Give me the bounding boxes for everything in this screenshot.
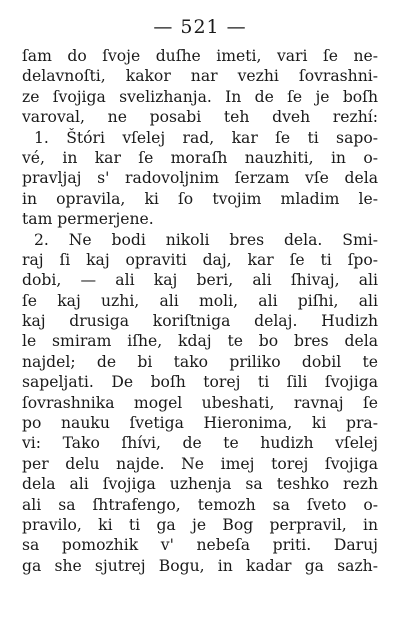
text-line: ſam do ſvoje duſhe imeti, vari ſe ne-: [22, 47, 378, 65]
text-line: vé, in kar ſe moraſh nauzhiti, in o-: [22, 148, 378, 167]
text-line: sa pomozhik v' nebeſa priti. Daruj: [22, 536, 378, 555]
list-item-2-line: 2. Ne bodi nikoli bres dela. Smi-: [34, 230, 378, 249]
text-line: po nauku ſvetiga Hieronima, ki pra-: [22, 414, 378, 433]
text-line: dela ali ſvojiga uzhenja sa teshko rezh: [22, 475, 378, 494]
text-line: ſovrashnika mogel ubeshati, ravnaj ſe: [22, 393, 378, 412]
text-line: ze ſvojiga svelizhanja. In de ſe je boſh: [22, 87, 378, 106]
text-line: kaj drusiga koriſtniga delaj. Hudizh: [22, 312, 378, 331]
text-line: najdel; de bi tako priliko dobil te: [22, 352, 378, 371]
text-line: sapeljati. De boſh torej ti ſili ſvojiga: [22, 373, 378, 392]
text-line: ga she sjutrej Bogu, in kadar ga sazh-: [22, 556, 378, 575]
text-line: ſe kaj uzhi, ali moli, ali piſhi, ali: [22, 291, 378, 310]
list-item-1-line: 1. Štóri vſelej rad, kar ſe ti sapo-: [34, 128, 378, 147]
text-line: varoval, ne posabi teh dveh rezhí:: [22, 108, 378, 127]
text-line: in opravila, ki ſo tvojim mladim le-: [22, 189, 378, 208]
text-line: pravilo, ki ti ga je Bog perpravil, in: [22, 515, 378, 534]
text-line: ali sa ſhtrafengo, temozh sa ſveto o-: [22, 495, 378, 514]
text-line: vi: Tako ſhívi, de te hudizh vſelej: [22, 434, 378, 453]
text-line: raj ſi kaj opraviti daj, kar ſe ti ſpo-: [22, 250, 378, 269]
body-text: [22, 46, 378, 576]
text-line: delavnoſti, kakor nar vezhi ſovrashni-: [22, 67, 378, 86]
text-line: per delu najde. Ne imej torej ſvojiga: [22, 454, 378, 473]
text-line: dobi, — ali kaj beri, ali ſhivaj, ali: [22, 271, 378, 290]
text-line: tam permerjene.: [22, 210, 154, 229]
page-number: — 521 —: [153, 16, 247, 38]
text-line: pravljaj s' radovoljnim ſerzam vſe dela: [22, 169, 378, 188]
text-line: le smiram iſhe, kdaj te bo bres dela: [22, 332, 378, 351]
